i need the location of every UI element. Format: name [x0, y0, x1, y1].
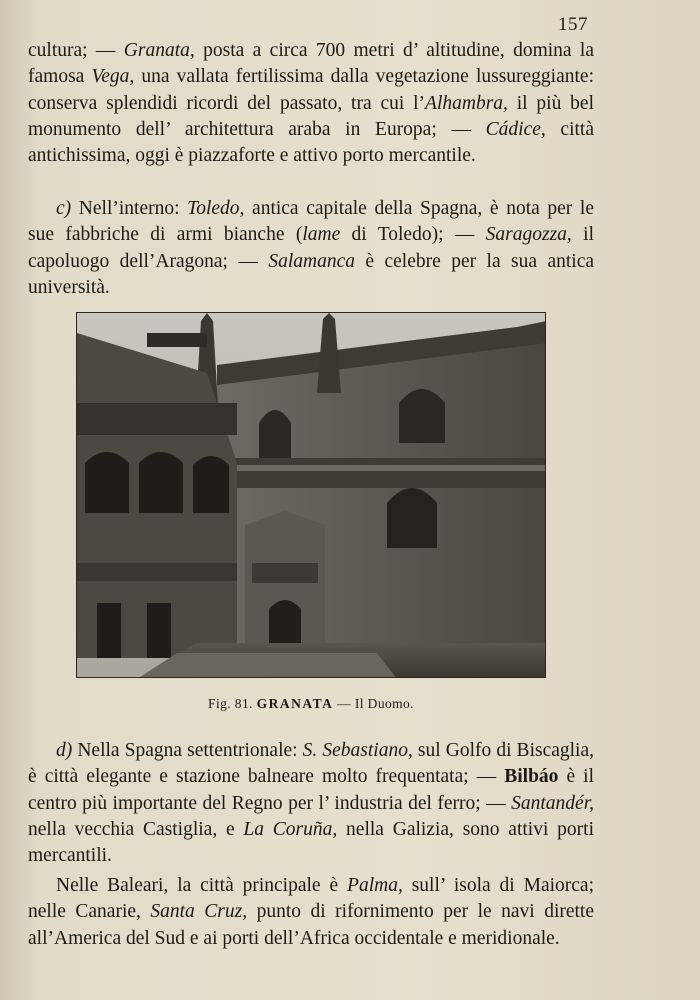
text-run: una vallata fertilissima dalla vegetazione lussureggiante: conserva splendidi ricordi del passato, tra cui l’ — [28, 66, 594, 114]
paragraph-islands — [28, 873, 594, 952]
figure-granada-cathedral-photo — [76, 312, 546, 678]
text-run: Nell’interno: — [71, 198, 188, 219]
text-run: sul Golfo di Biscaglia, è città elegante e stazione balneare molto frequentata; — — [28, 740, 594, 788]
text-run: città antichissima, oggi è piazzaforte e attivo porto mercantile. — [28, 118, 594, 167]
city-toledo: Toledo, — [187, 198, 245, 219]
city-saragozza: Saragozza, — [485, 224, 572, 246]
text-run: è il centro più importante del Regno per l’ industria del ferro; — — [28, 766, 594, 814]
monument-alhambra: Alhambra, — [425, 92, 508, 114]
section-marker-c: c) — [56, 198, 72, 219]
figure-place: GRANATA — [256, 696, 334, 711]
text-run: il capoluogo dell’Aragona; — — [28, 224, 594, 272]
city-cadice: Cádice, — [485, 118, 546, 140]
place-vega: Vega, — [91, 66, 135, 88]
figure-label: Fig. 81. — [208, 696, 253, 711]
text-run: è celebre per la sua antica università. — [28, 250, 595, 298]
page-number: 157 — [558, 14, 588, 35]
text-run: antica capitale della Spagna, è nota per le sue fabbriche di armi bianche ( — [28, 198, 594, 246]
text-run: Nella Spagna settentrionale: — [72, 740, 303, 761]
text-run: di Toledo); — — [340, 224, 486, 246]
paragraph-northern-cities — [28, 738, 594, 869]
term-lame: lame — [302, 224, 341, 246]
text-run: posta a circa 700 metri d’ altitudine, domina la famosa — [28, 40, 595, 88]
section-marker-d: d) — [56, 740, 73, 761]
text-run: sull’ isola di Maiorca; nelle Canarie, — [28, 875, 595, 923]
city-san-sebastiano: S. Sebastiano, — [302, 740, 413, 761]
text-run: nella vecchia Castiglia, e — [28, 818, 244, 840]
figure-caption — [76, 696, 546, 712]
figure-title: — Il Duomo. — [333, 696, 414, 711]
city-palma: Palma, — [347, 875, 403, 896]
city-la-coruna: La Coruña, — [243, 818, 338, 840]
text-run: cultura; — — [28, 40, 124, 61]
city-santa-cruz: Santa Cruz, — [150, 901, 248, 923]
city-bilbao: Bilbáo — [504, 766, 559, 788]
city-granata: Granata, — [123, 40, 195, 61]
text-run: il più bel monumento dell’ architettura araba in Europa; — — [28, 92, 594, 140]
paragraph-andalusia-cities — [28, 38, 594, 169]
text-run: Nelle Baleari, la città principale è — [56, 875, 348, 896]
paragraph-interior-cities — [28, 196, 594, 301]
text-run: nella Galizia, sono attivi porti mercantili. — [28, 818, 594, 867]
city-salamanca: Salamanca — [268, 250, 355, 272]
cathedral-photo-image — [77, 313, 546, 678]
text-run: punto di rifornimento per le navi dirette all’America del Sud e ai porti dell’Africa occidentale e meridionale. — [28, 901, 595, 949]
city-santander: Santandér, — [511, 792, 594, 814]
